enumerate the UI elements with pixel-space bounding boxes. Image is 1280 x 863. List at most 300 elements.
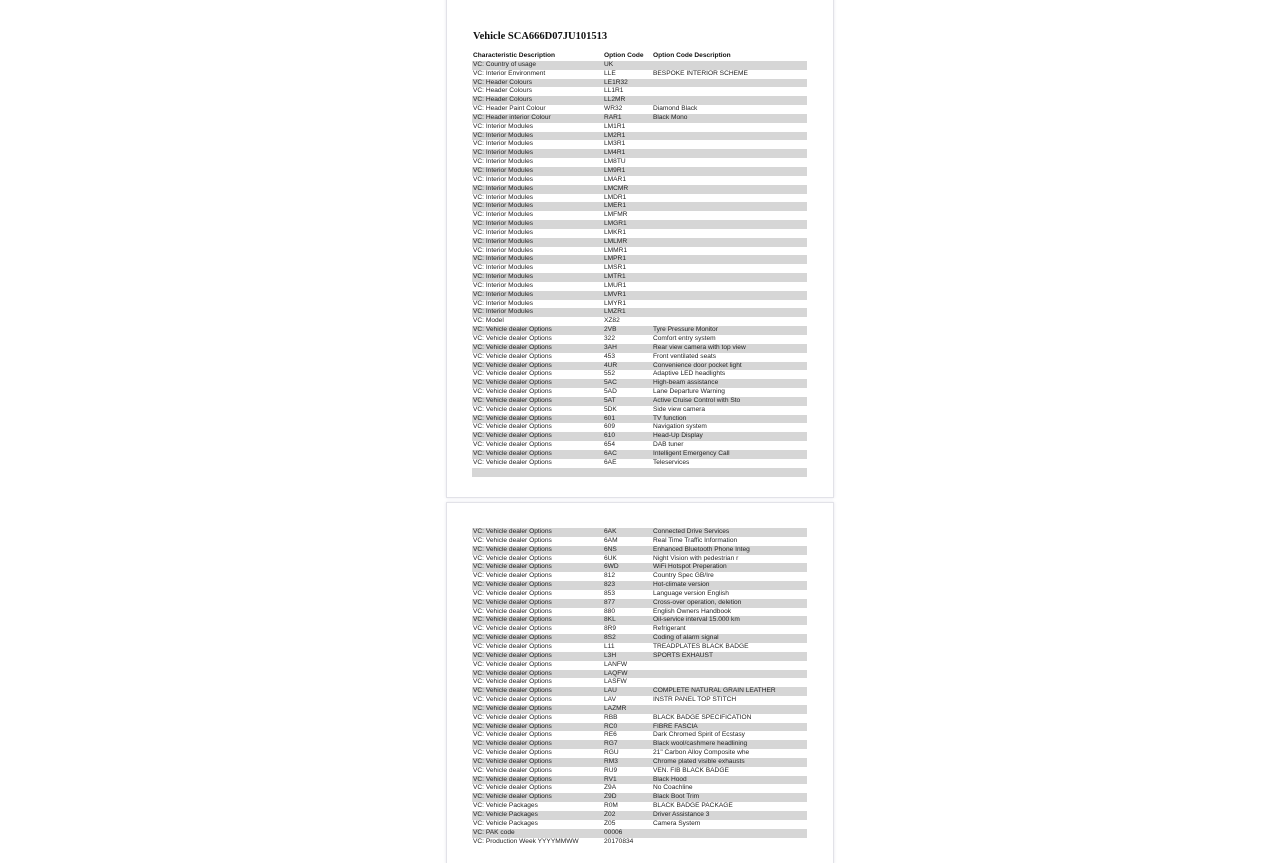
cell-option-code-description: Head-Up Display: [652, 432, 807, 441]
table-row: [472, 643, 807, 652]
cell-characteristic-description: VC: Vehicle dealer Options: [473, 713, 552, 721]
cell-characteristic-description: VC: Interior Modules: [473, 299, 534, 307]
cell-characteristic-description: VC: Interior Modules: [472, 185, 603, 194]
cell-characteristic-description: VC: Country of usage: [472, 61, 603, 70]
cell-option-code-description: [652, 829, 807, 838]
cell-option-code: Z05: [604, 819, 616, 827]
table-row: [472, 450, 807, 459]
cell-option-code: LMUR1: [604, 281, 627, 289]
cell-characteristic-description: VC: Vehicle dealer Options: [472, 616, 603, 625]
cell-characteristic-description: VC: Vehicle dealer Options: [473, 335, 552, 342]
table-row: [472, 379, 807, 388]
cell-option-code-description: Intelligent Emergency Call: [652, 450, 807, 459]
cell-option-code: 823: [603, 581, 652, 590]
table-row: [472, 158, 807, 167]
cell-option-code-description: Hot-climate version: [652, 581, 807, 590]
cell-option-code-description: Black Mono: [652, 114, 807, 123]
table-row: [472, 79, 807, 88]
cell-characteristic-description: VC: Vehicle dealer Options: [473, 388, 552, 396]
cell-characteristic-description: VC: Vehicle dealer Options: [472, 581, 603, 590]
cell-characteristic-description: VC: Vehicle dealer Options: [472, 599, 603, 608]
cell-characteristic-description: VC: Vehicle dealer Options: [472, 723, 603, 732]
cell-option-code: LMZR1: [603, 308, 652, 317]
cell-option-code: LMER1: [603, 202, 652, 211]
table-row: [472, 167, 807, 176]
cell-characteristic-description: VC: Interior Modules: [472, 238, 603, 247]
cell-option-code: LM4R1: [603, 149, 652, 158]
table-row: [472, 300, 807, 309]
table-row: [472, 353, 807, 362]
table-row: [472, 441, 807, 450]
cell-characteristic-description: VC: Header Colours: [472, 79, 603, 88]
cell-characteristic-description: VC: Interior Environment: [473, 69, 546, 77]
cell-option-code-description: COMPLETE NATURAL GRAIN LEATHER: [652, 687, 807, 696]
cell-characteristic-description: VC: Vehicle dealer Options: [472, 362, 603, 371]
document-page-2: [447, 503, 833, 863]
table-body: [472, 61, 807, 477]
cell-option-code: WR32: [604, 105, 623, 113]
cell-option-code-description: INSTR PANEL TOP STITCH: [653, 696, 737, 704]
cell-option-code: RAR1: [603, 114, 652, 123]
cell-characteristic-description: VC: Vehicle dealer Options: [473, 678, 552, 686]
cell-characteristic-description: VC: Vehicle dealer Options: [472, 546, 603, 555]
cell-option-code: 00006: [603, 829, 652, 838]
cell-characteristic-description: VC: Interior Modules: [472, 220, 603, 229]
cell-characteristic-description: VC: Vehicle dealer Options: [473, 731, 552, 739]
cell-option-code: LMLMR: [603, 238, 652, 247]
cell-characteristic-description: VC: Vehicle dealer Options: [472, 344, 603, 353]
cell-option-code: 6AK: [603, 528, 652, 537]
table-row: [472, 802, 807, 811]
cell-characteristic-description: VC: Vehicle dealer Options: [473, 784, 552, 792]
table-row: [472, 123, 807, 132]
cell-option-code: LAQFW: [603, 670, 652, 679]
table-row: [472, 608, 807, 617]
cell-option-code-description: [652, 317, 807, 326]
table-row: [472, 599, 807, 608]
cell-option-code-description: [652, 211, 807, 220]
table-row: [472, 767, 807, 776]
cell-option-code-description: VEN. FIB BLACK BADGE: [653, 766, 729, 774]
table-row: [472, 211, 807, 220]
cell-option-code: Z02: [603, 811, 652, 820]
cell-option-code-description: Country Spec GB/Ire: [653, 572, 714, 580]
cell-characteristic-description: VC: Vehicle dealer Options: [472, 563, 603, 572]
cell-option-code: 6AM: [604, 536, 618, 544]
cell-option-code-description: Diamond Black: [653, 105, 698, 113]
cell-characteristic-description: VC: Vehicle dealer Options: [473, 405, 552, 413]
table-row: [472, 423, 807, 432]
cell-characteristic-description: VC: Interior Modules: [472, 308, 603, 317]
cell-option-code: RC0: [603, 723, 652, 732]
cell-option-code-description: Oil-service interval 15.000 km: [652, 616, 807, 625]
cell-characteristic-description: VC: Vehicle dealer Options: [472, 326, 603, 335]
table-row: [472, 820, 807, 829]
spec-table-page-2: [472, 528, 807, 846]
cell-option-code-description: [652, 670, 807, 679]
cell-option-code-description: [652, 273, 807, 282]
cell-option-code: 601: [603, 415, 652, 424]
cell-option-code-description: [652, 264, 807, 273]
cell-option-code-description: [652, 705, 807, 714]
cell-option-code: [603, 468, 652, 477]
cell-option-code-description: [652, 282, 807, 291]
cell-option-code-description: Driver Assistance 3: [652, 811, 807, 820]
cell-characteristic-description: VC: Vehicle dealer Options: [473, 423, 552, 431]
cell-characteristic-description: VC: Interior Modules: [472, 132, 603, 141]
cell-option-code: 6WD: [603, 563, 652, 572]
cell-option-code: LL2MR: [603, 96, 652, 105]
cell-characteristic-description: VC: Vehicle dealer Options: [473, 589, 552, 597]
cell-characteristic-description: VC: Vehicle dealer Options: [473, 660, 552, 668]
cell-option-code-description: Chrome plated visible exhausts: [652, 758, 807, 767]
cell-option-code-description: Coding of alarm signal: [652, 634, 807, 643]
cell-option-code-description: TREADPLATES BLACK BADGE: [653, 642, 749, 650]
table-row: [472, 590, 807, 599]
cell-characteristic-description: VC: Interior Modules: [473, 264, 534, 272]
cell-characteristic-description: VC: Vehicle dealer Options: [472, 652, 603, 661]
cell-option-code-description: FIBRE FASCIA: [652, 723, 807, 732]
cell-characteristic-description: VC: Vehicle dealer Options: [472, 450, 603, 459]
cell-option-code-description: [652, 247, 807, 256]
table-row: [472, 362, 807, 371]
cell-characteristic-description: VC: Header Paint Colour: [473, 105, 546, 113]
cell-option-code: LMSR1: [604, 264, 626, 272]
cell-option-code-description: [652, 468, 807, 477]
cell-option-code: LMAR1: [604, 175, 626, 183]
cell-option-code-description: [652, 661, 807, 670]
cell-option-code: RU9: [604, 766, 618, 774]
cell-option-code: LL1R1: [604, 87, 624, 95]
cell-option-code: LMTR1: [603, 273, 652, 282]
cell-characteristic-description: VC: Vehicle dealer Options: [472, 687, 603, 696]
cell-option-code: RGU: [604, 749, 619, 757]
cell-characteristic-description: VC: Vehicle dealer Options: [472, 528, 603, 537]
cell-characteristic-description: VC: Vehicle dealer Options: [473, 441, 552, 449]
cell-characteristic-description: VC: Vehicle dealer Options: [473, 642, 552, 650]
table-body: [472, 528, 807, 846]
cell-option-code: LLE: [604, 69, 616, 77]
cell-option-code: 6AE: [604, 458, 617, 466]
cell-option-code: 877: [603, 599, 652, 608]
cell-option-code: 3AH: [603, 344, 652, 353]
table-row: [472, 581, 807, 590]
cell-option-code-description: Active Cruise Control with Sto: [652, 397, 807, 406]
cell-option-code-description: Lane Departure Warning: [653, 388, 725, 396]
spec-table-page-1: [472, 52, 807, 477]
table-row: [472, 220, 807, 229]
table-row: [472, 652, 807, 661]
table-row: [472, 625, 807, 634]
cell-characteristic-description: VC: Interior Modules: [472, 255, 603, 264]
cell-option-code: 5AD: [604, 388, 617, 396]
cell-option-code-description: Adaptive LED headlights: [653, 370, 726, 378]
table-row: [472, 432, 807, 441]
cell-option-code: 8KL: [603, 616, 652, 625]
table-row: [472, 696, 807, 705]
table-row: [472, 546, 807, 555]
cell-option-code-description: Comfort entry system: [653, 335, 716, 342]
table-row: [472, 176, 807, 185]
table-row: [472, 149, 807, 158]
cell-option-code-description: BESPOKE INTERIOR SCHEME: [653, 69, 748, 77]
table-row: [472, 185, 807, 194]
cell-characteristic-description: VC: Vehicle dealer Options: [473, 766, 552, 774]
table-row: [472, 670, 807, 679]
cell-option-code: 6UK: [604, 554, 617, 562]
cell-option-code-description: [652, 158, 807, 167]
cell-characteristic-description: VC: Interior Modules: [472, 167, 603, 176]
cell-characteristic-description: VC: Vehicle dealer Options: [473, 607, 552, 615]
cell-characteristic-description: VC: Interior Modules: [473, 193, 534, 201]
table-row: [472, 740, 807, 749]
cell-characteristic-description: VC: Vehicle dealer Options: [473, 625, 552, 633]
cell-option-code-description: BLACK BADGE PACKAGE: [653, 802, 733, 810]
cell-option-code-description: [652, 202, 807, 211]
cell-option-code: L3H: [603, 652, 652, 661]
cell-characteristic-description: VC: Production Week YYYYMMWW: [473, 837, 579, 845]
cell-characteristic-description: VC: Vehicle dealer Options: [472, 432, 603, 441]
cell-option-code: 4UR: [603, 362, 652, 371]
table-row: [472, 238, 807, 247]
cell-characteristic-description: VC: PAK code: [472, 829, 603, 838]
table-row: [472, 537, 807, 546]
cell-characteristic-description: VC: Vehicle dealer Options: [472, 379, 603, 388]
cell-option-code: LAZMR: [603, 705, 652, 714]
table-row: [472, 616, 807, 625]
cell-characteristic-description: VC: Vehicle dealer Options: [472, 740, 603, 749]
cell-option-code: 5AT: [603, 397, 652, 406]
cell-option-code: L11: [604, 642, 615, 650]
table-row: [472, 273, 807, 282]
table-row: [472, 132, 807, 141]
cell-option-code: LM1R1: [604, 122, 626, 130]
cell-option-code: LMVR1: [603, 291, 652, 300]
cell-option-code-description: [652, 176, 807, 185]
cell-option-code: LMGR1: [603, 220, 652, 229]
table-row: [472, 758, 807, 767]
table-row: [472, 793, 807, 802]
table-row: [472, 731, 807, 740]
table-row: [472, 229, 807, 238]
cell-option-code-description: TV function: [652, 415, 807, 424]
header-option-code-description: Option Code Description: [653, 52, 731, 59]
cell-option-code: LM2R1: [603, 132, 652, 141]
cell-option-code-description: Connected Drive Services: [652, 528, 807, 537]
cell-option-code-description: Language version English: [653, 589, 729, 597]
cell-characteristic-description: VC: Interior Modules: [473, 281, 534, 289]
table-row: [472, 255, 807, 264]
cell-option-code-description: [652, 140, 807, 149]
cell-option-code-description: Dark Chromed Spirit of Ecstasy: [653, 731, 745, 739]
cell-option-code: LM8TU: [604, 158, 626, 166]
cell-option-code: Z9A: [604, 784, 617, 792]
table-row: [472, 829, 807, 838]
cell-option-code-description: Convenience door pocket light: [652, 362, 807, 371]
cell-option-code-description: Teleservices: [653, 458, 690, 466]
cell-option-code: Z9D: [603, 793, 652, 802]
cell-option-code-description: [652, 678, 807, 687]
cell-option-code-description: Rear view camera with top view: [652, 344, 807, 353]
cell-option-code: 8R9: [604, 625, 617, 633]
cell-option-code: 322: [604, 335, 616, 342]
table-row: [472, 528, 807, 537]
cell-characteristic-description: VC: Interior Modules: [473, 175, 534, 183]
table-row: [472, 563, 807, 572]
cell-characteristic-description: VC: Vehicle Packages: [472, 811, 603, 820]
cell-option-code-description: Black Hood: [652, 776, 807, 785]
cell-option-code-description: English Owners Handbook: [653, 607, 732, 615]
cell-characteristic-description: VC: Vehicle dealer Options: [473, 370, 552, 378]
table-row: [472, 87, 807, 96]
cell-characteristic-description: VC: Interior Modules: [472, 273, 603, 282]
table-row: [472, 811, 807, 820]
cell-option-code-description: [652, 79, 807, 88]
cell-option-code-description: Night Vision with pedestrian r: [653, 554, 739, 562]
cell-option-code: RM3: [603, 758, 652, 767]
table-row: [472, 572, 807, 581]
table-row: [472, 661, 807, 670]
cell-option-code-description: Cross-over operation, deletion: [652, 599, 807, 608]
table-row: [472, 70, 807, 79]
cell-option-code-description: WiFi Hotspot Preperation: [652, 563, 807, 572]
table-row: [472, 838, 807, 847]
cell-characteristic-description: VC: Vehicle dealer Options: [473, 352, 552, 360]
cell-option-code: LMCMR: [603, 185, 652, 194]
cell-option-code-description: [652, 87, 807, 96]
cell-option-code: LAU: [603, 687, 652, 696]
table-row: [472, 308, 807, 317]
cell-characteristic-description: VC: Vehicle dealer Options: [472, 705, 603, 714]
cell-option-code-description: DAB tuner: [653, 441, 684, 449]
cell-option-code: LMMR1: [604, 246, 628, 254]
cell-option-code: 2VB: [603, 326, 652, 335]
header-characteristic-description: Characteristic Description: [473, 52, 556, 59]
cell-option-code: 654: [604, 441, 616, 449]
cell-option-code: LE1R32: [603, 79, 652, 88]
cell-option-code-description: [652, 96, 807, 105]
table-row: [472, 344, 807, 353]
cell-characteristic-description: VC: Vehicle dealer Options: [472, 776, 603, 785]
cell-option-code-description: Black wool/cashmere headlining: [652, 740, 807, 749]
cell-option-code: 552: [604, 370, 616, 378]
cell-option-code-description: [652, 185, 807, 194]
cell-option-code-description: Black Boot Trim: [652, 793, 807, 802]
cell-option-code: 5AC: [603, 379, 652, 388]
table-row: [472, 194, 807, 203]
cell-option-code-description: [652, 149, 807, 158]
table-row: [472, 776, 807, 785]
table-row: [472, 105, 807, 114]
cell-option-code-description: 21" Carbon Alloy Composite whe: [653, 749, 750, 757]
table-row: [472, 61, 807, 70]
table-row: [472, 406, 807, 415]
table-row: [472, 397, 807, 406]
cell-option-code-description: [652, 229, 807, 238]
cell-option-code: 6NS: [603, 546, 652, 555]
table-row: [472, 282, 807, 291]
document-page-1: [447, 0, 833, 497]
cell-option-code: LASFW: [604, 678, 627, 686]
table-row: [472, 714, 807, 723]
cell-characteristic-description: VC: Header Colours: [473, 87, 533, 95]
cell-characteristic-description: VC: Interior Modules: [473, 228, 534, 236]
cell-characteristic-description: VC: Vehicle dealer Options: [472, 670, 603, 679]
cell-characteristic-description: VC: Interior Modules: [472, 202, 603, 211]
cell-option-code-description: [652, 123, 807, 132]
table-row: [472, 326, 807, 335]
cell-option-code: LAV: [604, 696, 616, 704]
cell-option-code: 812: [604, 572, 616, 580]
cell-characteristic-description: VC: Interior Modules: [473, 140, 534, 148]
cell-option-code-description: [652, 194, 807, 203]
cell-option-code-description: [652, 132, 807, 141]
cell-option-code-description: SPORTS EXHAUST: [652, 652, 807, 661]
cell-option-code: RBB: [604, 713, 618, 721]
cell-option-code-description: Navigation system: [653, 423, 707, 431]
cell-option-code-description: Refrigerant: [653, 625, 686, 633]
cell-characteristic-description: VC: Interior Modules: [472, 291, 603, 300]
cell-option-code: RE6: [604, 731, 617, 739]
document-title: Vehicle SCA666D07JU101513: [473, 31, 608, 42]
cell-characteristic-description: VC: Interior Modules: [473, 246, 534, 254]
table-row: [472, 317, 807, 326]
table-row: [472, 468, 807, 477]
cell-option-code-description: [652, 300, 807, 309]
cell-option-code: 453: [604, 352, 616, 360]
table-header-row: [472, 52, 807, 61]
cell-characteristic-description: VC: Vehicle dealer Options: [473, 536, 552, 544]
cell-characteristic-description: VC: Interior Modules: [472, 149, 603, 158]
table-row: [472, 114, 807, 123]
table-row: [472, 749, 807, 758]
cell-characteristic-description: VC: Vehicle dealer Options: [473, 749, 552, 757]
cell-option-code: RV1: [603, 776, 652, 785]
table-row: [472, 784, 807, 793]
cell-option-code-description: [652, 291, 807, 300]
cell-characteristic-description: VC: Vehicle dealer Options: [472, 634, 603, 643]
cell-option-code-description: Tyre Pressure Monitor: [652, 326, 807, 335]
cell-option-code: 20170834: [604, 837, 634, 845]
cell-option-code-description: [652, 167, 807, 176]
table-row: [472, 96, 807, 105]
cell-characteristic-description: VC: Vehicle dealer Options: [472, 793, 603, 802]
cell-characteristic-description: VC: Vehicle dealer Options: [473, 572, 552, 580]
table-row: [472, 264, 807, 273]
table-row: [472, 247, 807, 256]
cell-characteristic-description: VC: Header Colours: [472, 96, 603, 105]
cell-option-code-description: Real Time Traffic Information: [653, 536, 738, 544]
cell-option-code-description: [652, 838, 807, 847]
cell-characteristic-description: VC: Vehicle dealer Options: [472, 397, 603, 406]
cell-characteristic-description: VC: Interior Modules: [473, 211, 534, 219]
cell-option-code-description: Front ventilated seats: [653, 352, 717, 360]
cell-option-code-description: Enhanced Bluetooth Phone Integ: [652, 546, 807, 555]
cell-characteristic-description: VC: Vehicle Packages: [473, 819, 538, 827]
table-row: [472, 459, 807, 468]
table-row: [472, 723, 807, 732]
cell-option-code-description: BLACK BADGE SPECIFICATION: [653, 713, 752, 721]
cell-option-code: LMPR1: [603, 255, 652, 264]
cell-option-code-description: [652, 61, 807, 70]
cell-option-code-description: High-beam assistance: [652, 379, 807, 388]
cell-characteristic-description: VC: Vehicle Packages: [473, 802, 538, 810]
cell-option-code: 609: [604, 423, 616, 431]
header-option-code: Option Code: [604, 52, 644, 59]
cell-option-code: LANFW: [604, 660, 628, 668]
cell-characteristic-description: VC: Model: [473, 317, 504, 325]
cell-characteristic-description: VC: Vehicle dealer Options: [473, 458, 552, 466]
